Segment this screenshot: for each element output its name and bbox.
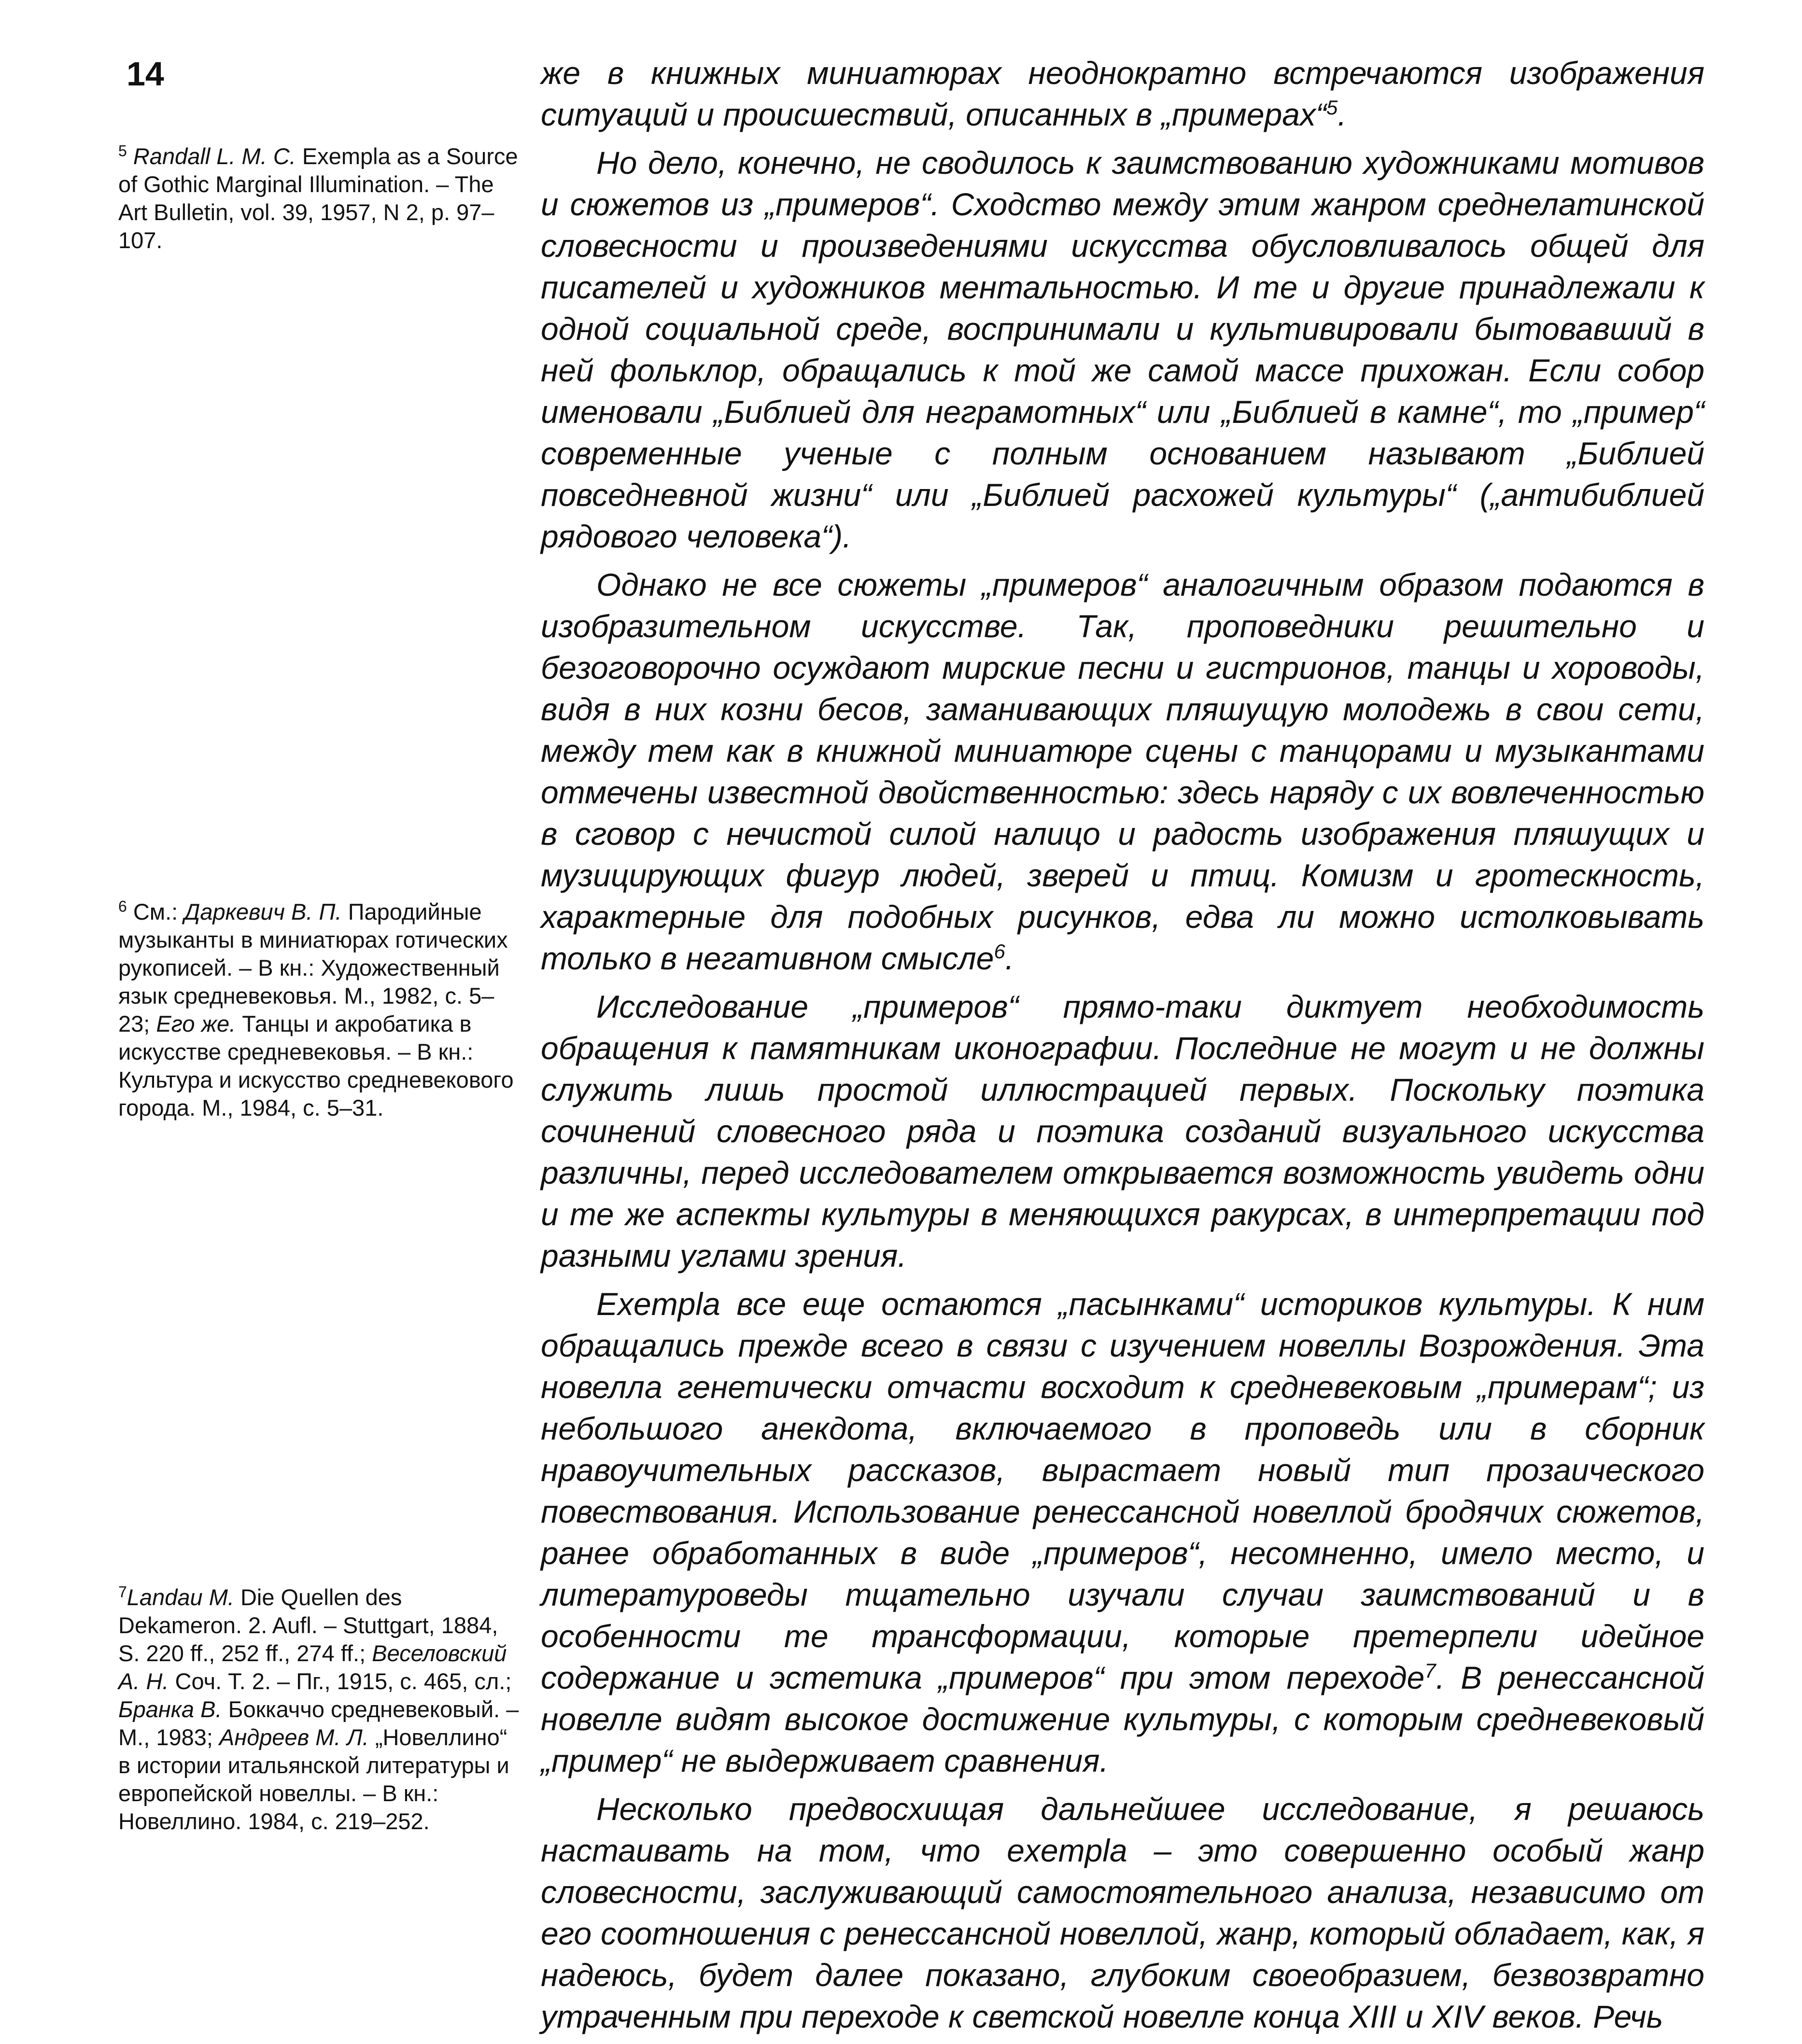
paragraph [541, 1788, 1704, 2037]
paragraph-text: Однако не все сюжеты „примеров“ аналогичным образом подаются в изобразительном искусстве. Так, проповедники решительно и безоговорочно осуждают мирские песни и гистрионов, танцы и хороводы, видя в них козни бесов, заманивающих пляшущую молодежь в свои сети, между тем как в книжной миниатюре сцены с танцорами и музыкантами отмечены известной двойственностью: здесь наряду с их вовлеченностью в сговор с нечистой силой налицо и радость изображения пляшущих и музицирующих фигур людей, зверей и птиц. Комизм и гротескность, характерные для подобных рисунков, едва ли можно истолковывать только в негативном смысле [541, 567, 1704, 976]
paragraph-text: Exempla все еще остаются „пасынками“ историков культуры. К ним обращались прежде всего в связи с изучением новеллы Возрождения. Эта новелла генетически отчасти восходит к средневековым „примерам“; из небольшого анекдота, включаемого в проповедь или в сборник нравоучительных рассказов, вырастает новый тип прозаического повествования. Использование ренессансной новеллой бродячих сюжетов, ранее обработанных в виде „примеров“, несомненно, имело место, и литературоведы тщательно изучали случаи заимствований и в особенности те трансформации, которые претерпели идейное содержание и эстетика „примеров“ при этом переходе [541, 1286, 1704, 1695]
page-number: 14 [127, 55, 164, 93]
paragraph-text: . В ренессансной новелле видят высокое достижение культуры, с которым средневековый „пример“ не выдерживает сравнения. [541, 1660, 1704, 1778]
footnote-marker: 6 [118, 897, 127, 915]
footnote-author: Randall L. M. C. [133, 143, 296, 169]
footnote-marker: 5 [118, 142, 127, 160]
footnote-text: Боккаччо средневековый. – М., 1983; [118, 1696, 519, 1750]
footnote-ref: 7 [1424, 1659, 1436, 1682]
footnote-text: „Новеллино“ в истории итальянской литературы и европейской новеллы. – В кн.: Новеллино. 1984, с. 219–252. [118, 1724, 509, 1834]
footnote-5 [118, 142, 519, 254]
footnote-ref: 6 [994, 940, 1005, 963]
footnote-text: См.: [133, 899, 178, 924]
paragraph [541, 564, 1704, 979]
margin-footnotes [118, 0, 519, 1987]
footnote-author: Веселовский А. Н. [118, 1640, 507, 1694]
footnote-text: Соч. Т. 2. – Пг., 1915, с. 465, сл.; [175, 1668, 512, 1694]
paragraph-text: Исследование „примеров“ прямо-таки диктует необходимость обращения к памятникам иконографии. Последние не могут и не должны служить лишь простой иллюстрацией первых. Поскольку поэтика сочинений словесного ряда и поэтика созданий визуального искусства различны, перед исследователем открывается возможность увидеть одни и те же аспекты культуры в меняющихся ракурсах, в интерпретации под разными углами зрения. [541, 989, 1704, 1274]
main-text [541, 52, 1704, 2044]
paragraph [541, 1283, 1704, 1781]
paragraph [541, 986, 1704, 1276]
paragraph-text: же в книжных миниатюрах неоднократно встречаются изображения ситуаций и происшествий, описанных в „примерах“ [541, 55, 1704, 132]
footnote-text: Танцы и акробатика в искусстве средневековья. – В кн.: Культура и искусство средневекового города. М., 1984, с. 5–31. [118, 1011, 514, 1120]
paragraph-text: . [1337, 97, 1347, 132]
footnote-text: Пародийные музыканты в миниатюрах готических рукописей. – В кн.: Художественный язык средневековья. М., 1982, с. 5–23; [118, 899, 508, 1036]
footnote-author: Бранка В. [118, 1696, 222, 1722]
footnote-text: Die Quellen des Dekameron. 2. Aufl. – Stuttgart, 1884, S. 220 ff., 252 ff., 274 ff.; [118, 1584, 498, 1666]
paragraph [541, 142, 1704, 557]
footnote-text: Exempla as a Source of Gothic Marginal Illumination. – The Art Bulletin, vol. 39, 1957, N 2, p. 97–107. [118, 143, 518, 253]
footnote-author: Landau M. [127, 1584, 234, 1610]
footnote-marker: 7 [118, 1583, 127, 1601]
paragraph [541, 52, 1704, 135]
footnote-ref: 5 [1326, 96, 1338, 119]
footnote-7 [118, 1583, 519, 1835]
footnote-author: Даркевич В. П. [184, 899, 342, 924]
paragraph-text: . [1005, 940, 1014, 976]
paragraph-text: Но дело, конечно, не сводилось к заимствованию художниками мотивов и сюжетов из „примеров“. Сходство между этим жанром среднелатинской словесности и произведениями искусства обусловливалось общей для писателей и художников ментальностью. И те и другие принадлежали к одной социальной среде, воспринимали и культивировали бытовавший в ней фольклор, обращались к той же самой массе прихожан. Если собор именовали „Библией для неграмотных“ или „Библией в камне“, то „пример“ современные ученые с полным основанием называют „Библией повседневной жизни“ или „Библией расхожей культуры“ („антибиблией рядового человека“). [541, 145, 1704, 554]
footnote-author: Его же. [156, 1011, 236, 1036]
paragraph-text: Несколько предвосхищая дальнейшее исследование, я решаюсь настаивать на том, что exempla – это совершенно особый жанр словесности, заслуживающий самостоятельного анализа, независимо от его соотношения с ренессансной новеллой, жанр, который обладает, как, я надеюсь, будет далее показано, глубоким своеобразием, безвозвратно утраченным при переходе к светской новелле конца XIII и XIV веков. Речь [541, 1791, 1704, 2034]
footnote-6 [118, 898, 519, 1122]
footnote-author: Андреев М. Л. [219, 1724, 369, 1750]
